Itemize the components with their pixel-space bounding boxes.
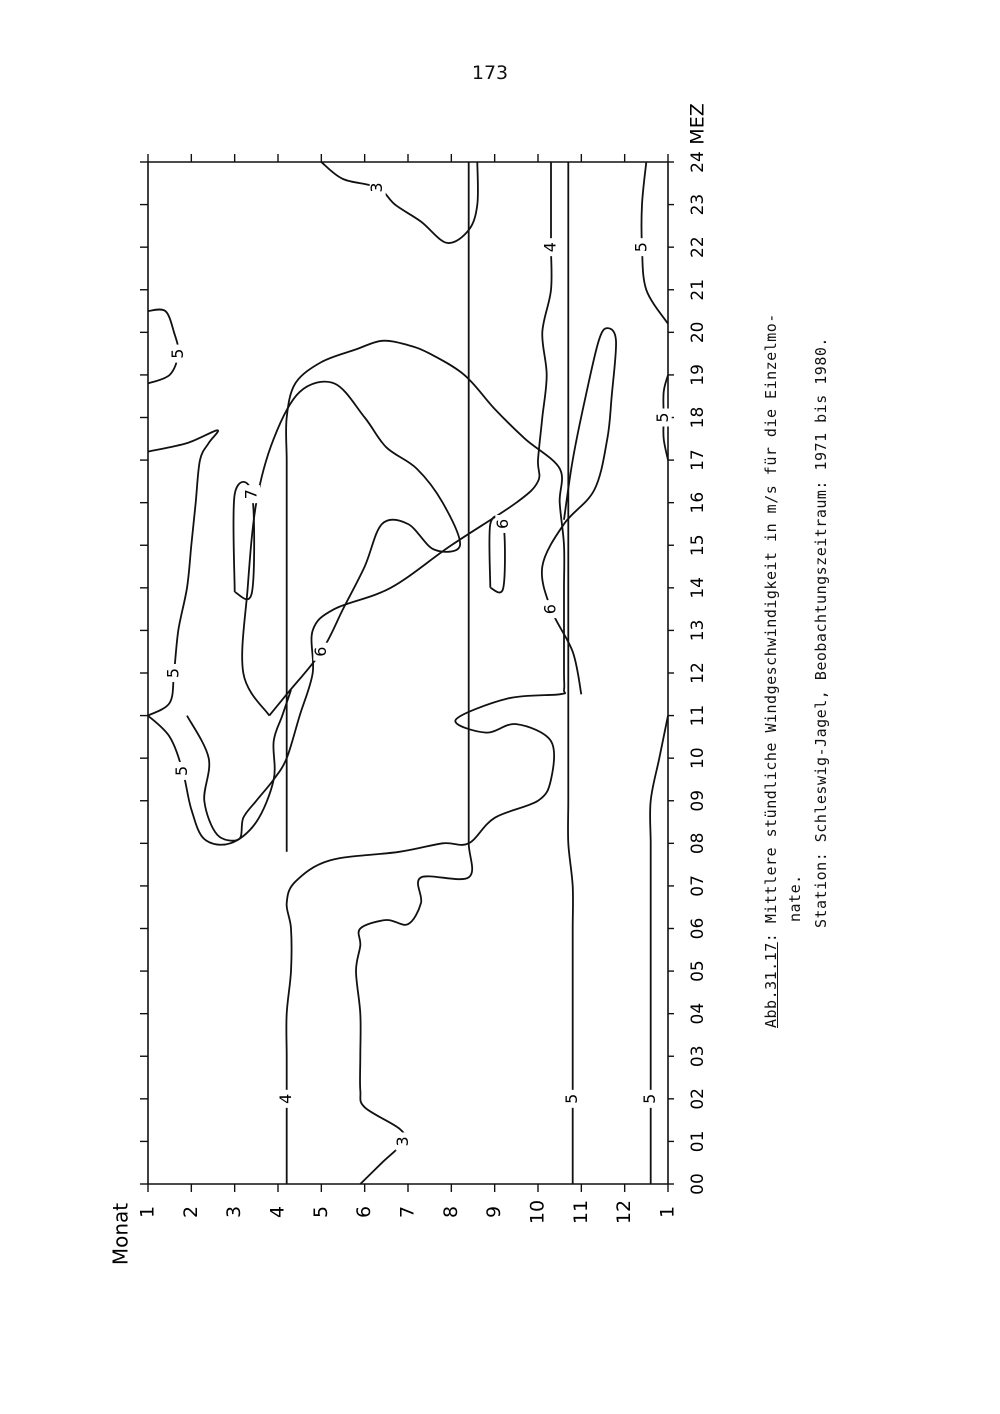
contour-line-4 (286, 341, 565, 1184)
hour-tick-label: 03 (688, 1045, 708, 1068)
contour-label: 6 (492, 518, 512, 530)
contour-line-5 (148, 690, 291, 845)
hour-tick-label: 12 (688, 662, 708, 684)
month-tick-label: 2 (179, 1205, 202, 1219)
contour-line-4 (187, 162, 552, 841)
contour-lines (148, 162, 672, 1184)
hour-tick-label: 05 (688, 960, 708, 982)
hour-tick-label: 07 (688, 875, 708, 897)
contour-label: 5 (163, 667, 183, 679)
hour-tick-label: 21 (688, 278, 708, 301)
month-tick-label: 6 (353, 1205, 376, 1219)
contour-label: 5 (653, 412, 673, 423)
caption-line-1: : Mittlere stündliche Windgeschwindigkeit in m/s für die Einzelmo- (762, 313, 780, 943)
hour-tick-label: 18 (688, 406, 708, 429)
contour-label: 5 (640, 1093, 660, 1104)
hour-tick-label: 06 (688, 917, 708, 940)
hour-tick-label: 00 (688, 1173, 708, 1195)
contour-label: 5 (562, 1093, 582, 1104)
month-tick-label: 5 (309, 1205, 332, 1219)
hour-tick-label: 13 (688, 619, 708, 642)
month-tick-label: 10 (526, 1199, 549, 1225)
figure-caption (762, 313, 780, 1028)
contour-line-5 (650, 716, 668, 1184)
month-tick-label: 4 (266, 1205, 289, 1219)
month-tick-label: 8 (439, 1205, 462, 1219)
hour-tick-label: 08 (688, 832, 708, 855)
contour-label: 6 (540, 604, 560, 615)
hour-tick-label: 11 (688, 704, 708, 727)
caption-label: Abb.31.17 (762, 942, 780, 1028)
month-tick-label: 11 (569, 1199, 592, 1225)
contour-line-6 (242, 382, 460, 716)
x-axis-ticks (140, 151, 708, 1195)
contour-label: 6 (310, 646, 330, 657)
hour-tick-label: 01 (688, 1130, 708, 1153)
hour-tick-label: 09 (688, 789, 708, 812)
x-axis-label: MEZ (686, 103, 709, 145)
figure-caption-line-2 (786, 874, 804, 922)
contour-label: 3 (367, 182, 387, 193)
contour-line-3 (321, 162, 478, 243)
contour-label: 4 (540, 242, 560, 253)
month-tick-label: 9 (483, 1205, 506, 1219)
month-tick-label: 7 (396, 1205, 419, 1219)
figure-caption-line-3 (812, 337, 830, 928)
contour-label: 4 (276, 1093, 296, 1104)
y-axis-ticks (137, 154, 679, 1224)
hour-tick-label: 10 (688, 747, 708, 769)
contour-label: 5 (631, 242, 651, 253)
contour-label: 7 (241, 489, 261, 500)
contour-label: 5 (167, 348, 187, 359)
month-tick-label: 1 (136, 1205, 159, 1219)
caption-line-2: nate. (786, 874, 804, 922)
contour-label: 5 (172, 765, 192, 777)
plot-frame (148, 162, 668, 1184)
hour-tick-label: 02 (688, 1088, 708, 1110)
contour-line-6 (542, 328, 616, 694)
contour-label: 3 (393, 1136, 413, 1147)
y-axis-label: Monat (108, 1202, 133, 1266)
hour-tick-label: 19 (688, 364, 708, 386)
hour-tick-label: 24 (688, 151, 708, 173)
caption-line-3: Station: Schleswig-Jagel, Beobachtungszeitraum: 1971 bis 1980. (812, 337, 830, 928)
contour-line-5 (148, 430, 218, 715)
hour-tick-label: 20 (688, 321, 708, 344)
hour-tick-label: 16 (688, 491, 708, 514)
hour-tick-label: 22 (688, 236, 708, 258)
hour-tick-label: 23 (688, 193, 708, 216)
hour-tick-label: 17 (688, 449, 708, 471)
contour-line-5 (568, 162, 573, 1184)
month-tick-label: 1 (656, 1205, 679, 1219)
page-number: 173 (471, 62, 509, 84)
hour-tick-label: 14 (688, 577, 708, 599)
month-tick-label: 3 (223, 1205, 246, 1219)
contour-line-3 (356, 162, 472, 1184)
hour-tick-label: 15 (688, 534, 708, 557)
month-tick-label: 12 (613, 1199, 636, 1225)
hour-tick-label: 04 (688, 1002, 708, 1025)
